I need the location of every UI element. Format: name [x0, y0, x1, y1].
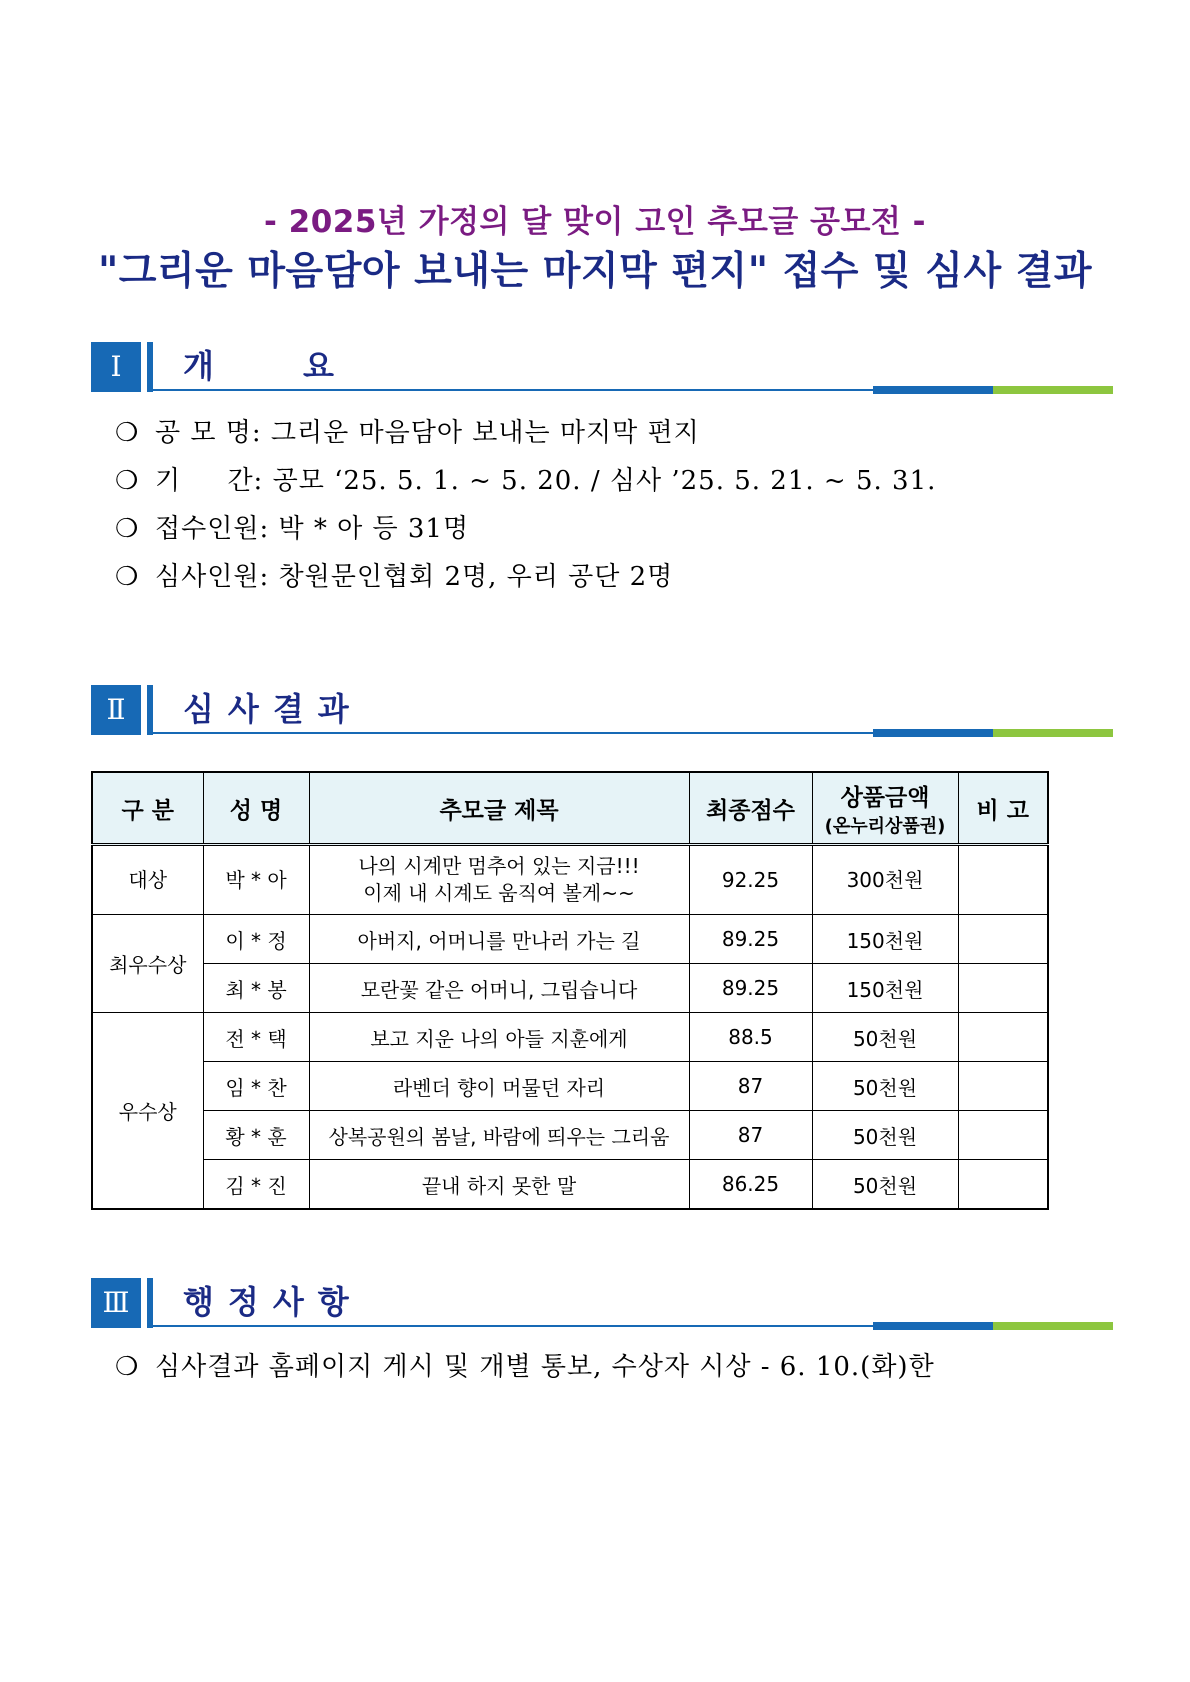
section-underline-blue: [873, 1322, 993, 1330]
cell-title: 보고 지운 나의 아들 지훈에게: [309, 1013, 689, 1062]
overview-item: [115, 460, 936, 497]
cell-name: 임 * 찬: [203, 1062, 309, 1111]
cell-prize: 50천원: [812, 1160, 958, 1210]
header-note: 비 고: [958, 772, 1048, 845]
cell-note: [958, 1062, 1048, 1111]
bullet-icon: ❍: [115, 514, 140, 544]
header-category: 구 분: [92, 772, 203, 845]
cell-category: 대상: [92, 845, 203, 915]
cell-prize: 150천원: [812, 915, 958, 964]
admin-text: 심사결과 홈페이지 게시 및 개별 통보, 수상자 시상 - 6. 10.(화)한: [155, 1352, 935, 1382]
section-underline-green: [993, 1322, 1113, 1330]
table-row: [92, 1013, 1048, 1062]
cell-note: [958, 1160, 1048, 1210]
cell-note: [958, 845, 1048, 915]
section-underline-green: [993, 729, 1113, 737]
cell-prize: 50천원: [812, 1013, 958, 1062]
cell-prize: 50천원: [812, 1111, 958, 1160]
section-divider: [147, 342, 153, 392]
section-numeral: Ⅲ: [91, 1278, 141, 1328]
cell-category: 최우수상: [92, 915, 203, 1013]
table-row: [92, 1160, 1048, 1210]
cell-category: 우수상: [92, 1013, 203, 1210]
cell-score: 89.25: [689, 964, 812, 1013]
overview-text: 심사인원: 창원문인협회 2명, 우리 공단 2명: [155, 562, 674, 592]
section-numeral: Ⅰ: [91, 342, 141, 392]
cell-note: [958, 915, 1048, 964]
cell-note: [958, 964, 1048, 1013]
section-underline: [153, 1325, 873, 1327]
admin-item: [115, 1346, 935, 1383]
cell-score: 88.5: [689, 1013, 812, 1062]
table-row: [92, 845, 1048, 915]
bullet-icon: ❍: [115, 466, 140, 496]
header-prize-sub: (온누리상품권): [824, 815, 946, 837]
cell-name: 황 * 훈: [203, 1111, 309, 1160]
section-heading: 심사결과: [183, 690, 363, 728]
cell-title: 끝내 하지 못한 말: [309, 1160, 689, 1210]
header-score: 최종점수: [689, 772, 812, 845]
cell-prize: 300천원: [812, 845, 958, 915]
cell-name: 이 * 정: [203, 915, 309, 964]
cell-note: [958, 1111, 1048, 1160]
table-row: [92, 915, 1048, 964]
overview-item: [115, 412, 700, 449]
section-heading: 개 요: [183, 347, 334, 385]
cell-score: 86.25: [689, 1160, 812, 1210]
section-numeral: Ⅱ: [91, 685, 141, 735]
cell-title-line1: 나의 시계만 멈추어 있는 지금!!!: [358, 854, 640, 878]
cell-score: 87: [689, 1062, 812, 1111]
overview-item: [115, 508, 469, 545]
overview-text: 기 간: 공모 ‘25. 5. 1. ~ 5. 20. / 심사 ’25. 5. 21. ~ 5. 31.: [155, 466, 937, 496]
cell-note: [958, 1013, 1048, 1062]
cell-title: 아버지, 어머니를 만나러 가는 길: [309, 915, 689, 964]
title-line-1: - 2025년 가정의 달 맞이 고인 추모글 공모전 -: [263, 204, 927, 240]
cell-score: 89.25: [689, 915, 812, 964]
section-underline-blue: [873, 729, 993, 737]
bullet-icon: ❍: [115, 562, 140, 592]
cell-title: [309, 845, 689, 915]
bullet-icon: ❍: [115, 1352, 140, 1382]
section-results-header: [91, 685, 1025, 745]
section-heading: 행정사항: [183, 1283, 363, 1321]
header-prize-label: 상품금액: [840, 784, 930, 811]
header-title: 추모글 제목: [309, 772, 689, 845]
section-divider: [147, 685, 153, 735]
section-underline: [153, 732, 873, 734]
results-table: [91, 771, 1049, 1210]
section-divider: [147, 1278, 153, 1328]
cell-title: 라벤더 향이 머물던 자리: [309, 1062, 689, 1111]
header-name: 성 명: [203, 772, 309, 845]
cell-score: 92.25: [689, 845, 812, 915]
section-overview-header: [91, 342, 1025, 402]
table-row: [92, 1111, 1048, 1160]
cell-score: 87: [689, 1111, 812, 1160]
table-row: [92, 964, 1048, 1013]
section-underline-green: [993, 386, 1113, 394]
overview-text: 접수인원: 박 * 아 등 31명: [155, 514, 470, 544]
cell-name: 박 * 아: [203, 845, 309, 915]
header-prize: [812, 772, 958, 845]
cell-title: 모란꽃 같은 어머니, 그립습니다: [309, 964, 689, 1013]
bullet-icon: ❍: [115, 418, 140, 448]
title-line-2: "그리운 마음담아 보내는 마지막 편지" 접수 및 심사 결과: [97, 249, 1093, 294]
cell-title-line2: 이제 내 시계도 움직여 볼게~~: [363, 881, 635, 905]
table-row: [92, 1062, 1048, 1111]
cell-name: 최 * 봉: [203, 964, 309, 1013]
cell-prize: 50천원: [812, 1062, 958, 1111]
overview-text: 공 모 명: 그리운 마음담아 보내는 마지막 편지: [155, 418, 700, 448]
cell-name: 전 * 택: [203, 1013, 309, 1062]
overview-item: [115, 556, 673, 593]
cell-title: 상복공원의 봄날, 바람에 띄우는 그리움: [309, 1111, 689, 1160]
table-header-row: [92, 772, 1048, 845]
cell-name: 김 * 진: [203, 1160, 309, 1210]
section-admin-header: [91, 1278, 1025, 1338]
section-underline: [153, 389, 873, 391]
cell-prize: 150천원: [812, 964, 958, 1013]
section-underline-blue: [873, 386, 993, 394]
